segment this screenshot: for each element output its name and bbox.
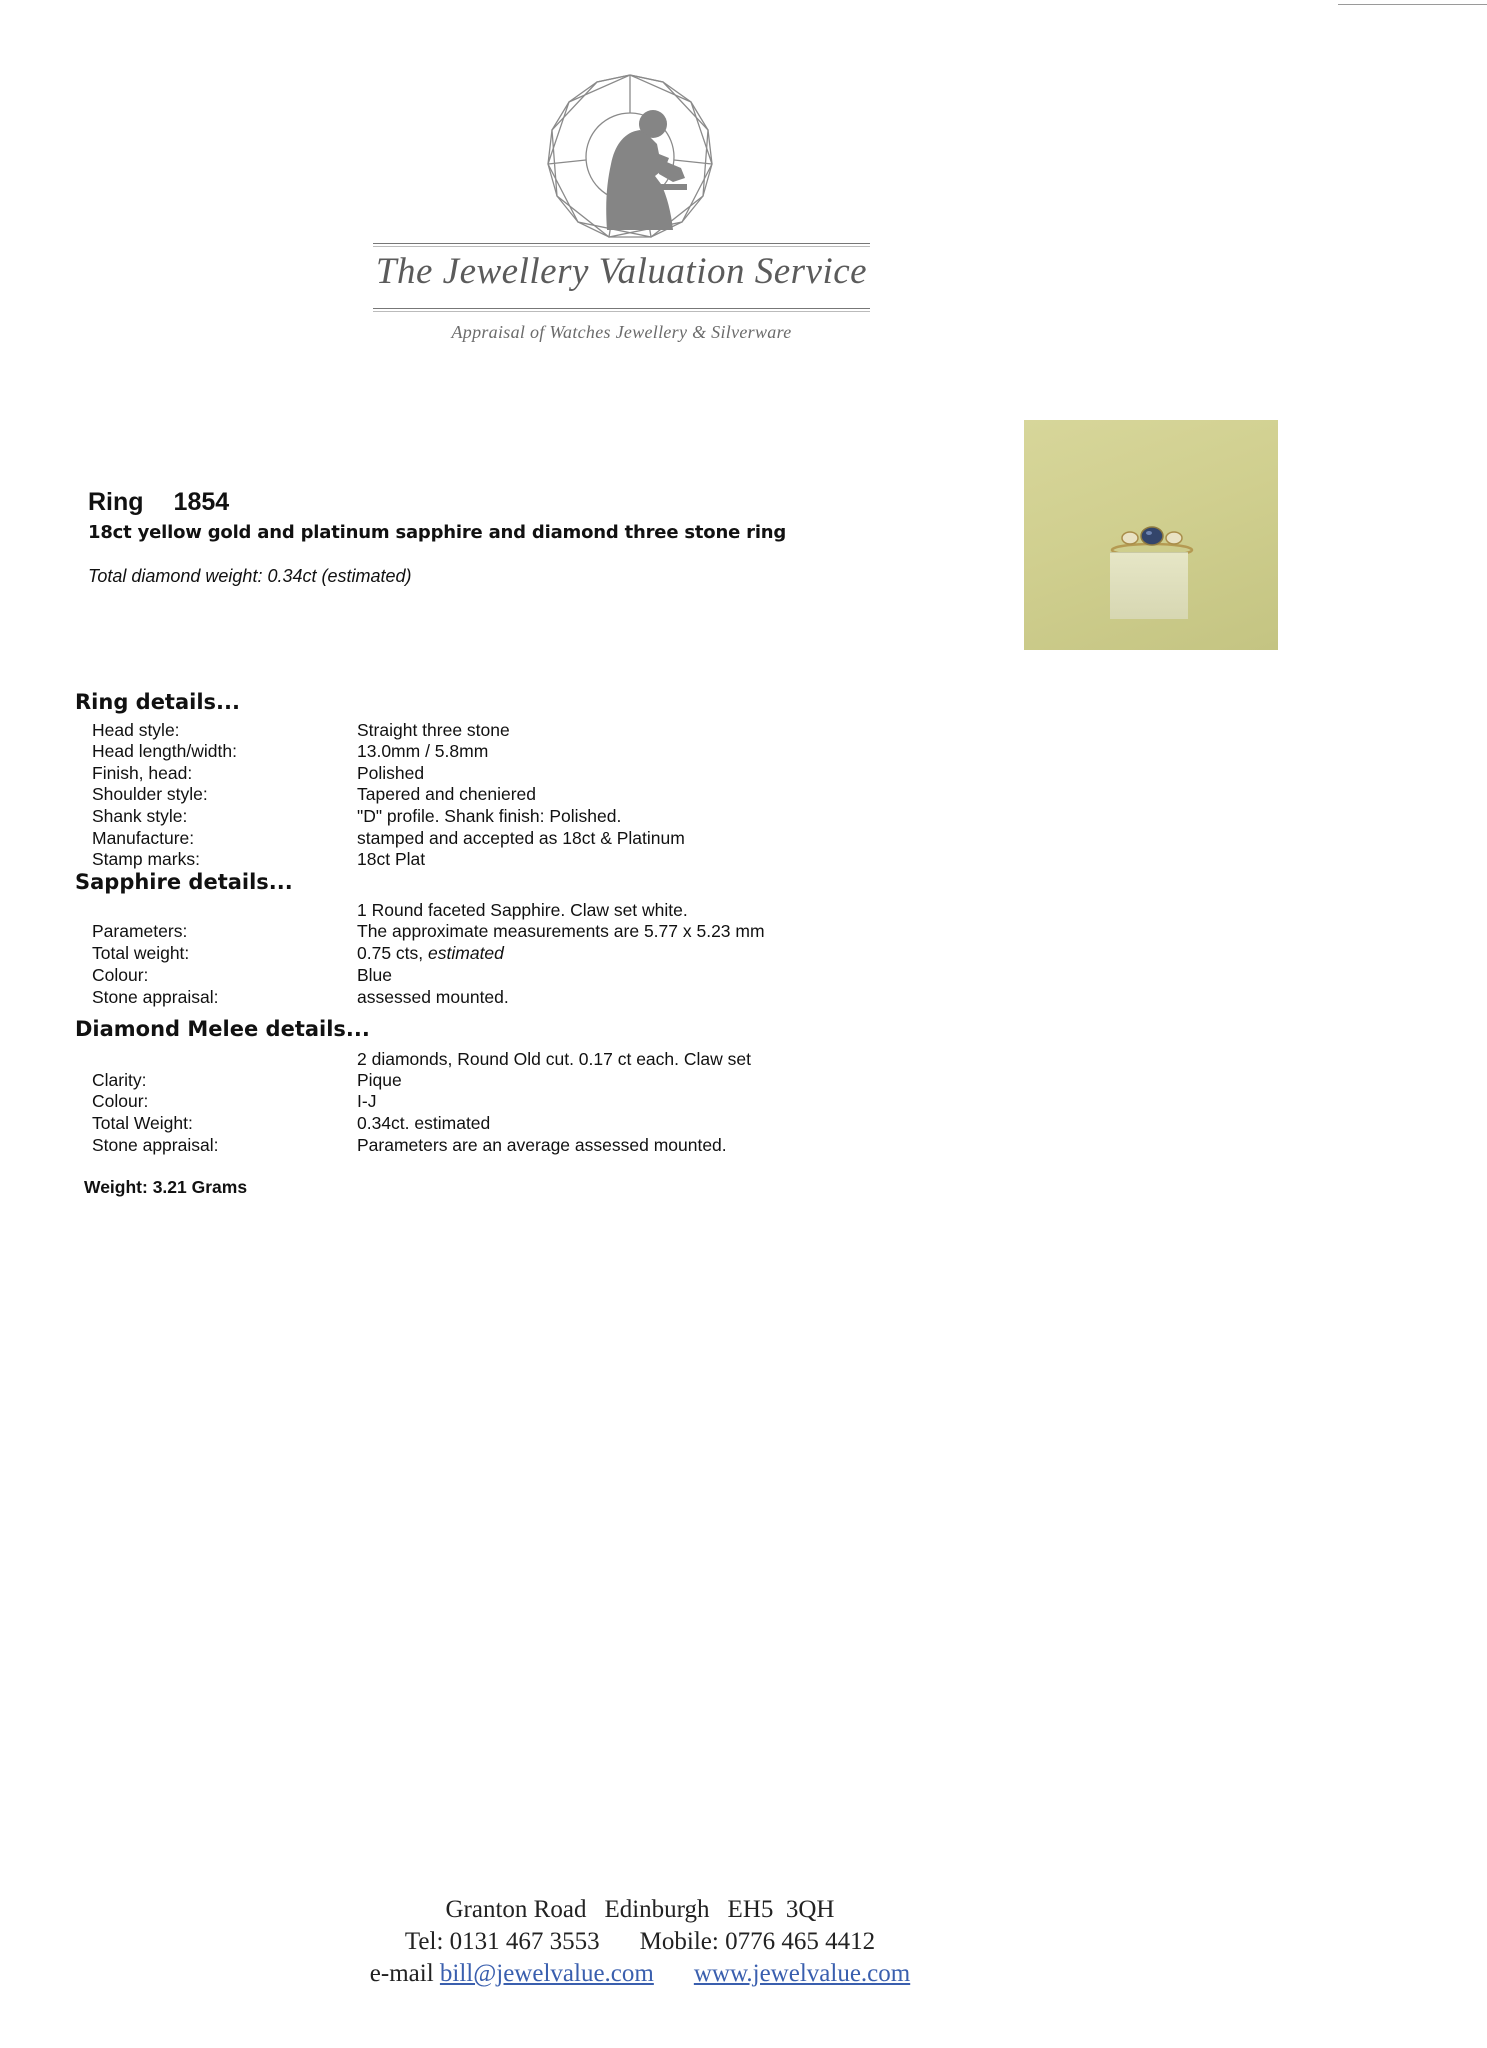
item-type: Ring (88, 488, 144, 516)
row-label: Total weight: (92, 943, 190, 963)
footer-street: Granton Road (445, 1896, 587, 1923)
diamond-detail-row (92, 1091, 376, 1112)
diamond-details-heading: Diamond Melee details... (75, 1017, 370, 1041)
row-label: Stamp marks: (92, 849, 200, 869)
row-value-italic: estimated (428, 943, 504, 963)
sapphire-detail-row (92, 943, 504, 964)
row-value: I-J (357, 1091, 377, 1111)
diamond-detail-row (92, 1113, 490, 1134)
footer-mobile: 0776 465 4412 (725, 1928, 876, 1955)
row-value: Tapered and cheniered (357, 784, 537, 804)
footer-contact (360, 1960, 920, 1988)
top-corner-rule (1338, 4, 1487, 5)
item-number: 1854 (173, 488, 230, 516)
diamond-note: 2 diamonds, Round Old cut. 0.17 ct each. Claw set (357, 1049, 751, 1069)
row-value: Polished (357, 763, 425, 783)
row-value: 13.0mm / 5.8mm (357, 741, 489, 761)
ring-detail-row (92, 828, 685, 849)
row-label: Head length/width: (92, 741, 237, 761)
row-label: Stone appraisal: (92, 1135, 219, 1155)
row-label: Finish, head: (92, 763, 193, 783)
footer-postcode: EH5 3QH (727, 1896, 835, 1923)
row-value: 0.75 cts, (357, 943, 424, 963)
sapphire-detail-row (92, 965, 392, 986)
ring-detail-row (92, 784, 536, 805)
item-weight: Weight: 3.21 Grams (84, 1177, 248, 1197)
footer-tel: 0131 467 3553 (449, 1928, 600, 1955)
row-label: Shank style: (92, 806, 188, 826)
row-label: Clarity: (92, 1070, 147, 1090)
row-value: Straight three stone (357, 720, 510, 740)
row-label: Colour: (92, 1091, 149, 1111)
row-value: Parameters are an average assessed mounted. (357, 1135, 727, 1155)
header-rule-top-thin (373, 246, 870, 247)
ring-details-heading: Ring details... (75, 690, 240, 714)
total-diamond-weight: Total diamond weight: 0.34ct (estimated) (88, 566, 412, 586)
ring-detail-row (92, 741, 488, 762)
sapphire-note: 1 Round faceted Sapphire. Claw set white. (357, 900, 688, 920)
item-title (88, 488, 229, 517)
ring-detail-row (92, 806, 621, 827)
row-value: "D" profile. Shank finish: Polished. (357, 806, 622, 826)
ring-detail-row (92, 763, 424, 784)
footer-tel-label: Tel: (404, 1928, 444, 1955)
row-label: Shoulder style: (92, 784, 208, 804)
diamond-detail-row (92, 1135, 727, 1156)
footer-email-label: e-mail (369, 1960, 434, 1987)
row-label: Colour: (92, 965, 149, 985)
jeweller-loupe-logo-icon (545, 72, 715, 242)
item-description: 18ct yellow gold and platinum sapphire and diamond three stone ring (88, 522, 787, 543)
sapphire-details-heading: Sapphire details... (75, 870, 293, 894)
row-label: Head style: (92, 720, 180, 740)
brand-tagline: Appraisal of Watches Jewellery & Silverware (451, 322, 792, 342)
sapphire-detail-row (92, 921, 765, 942)
ring-detail-row (92, 720, 510, 741)
row-value: The approximate measurements are 5.77 x 5.23 mm (357, 921, 765, 941)
header-rule-top (373, 243, 870, 244)
ring-box (1110, 552, 1188, 619)
row-value: assessed mounted. (357, 987, 509, 1007)
ring-detail-row (92, 849, 425, 870)
brand-name: The Jewellery Valuation Service (375, 251, 868, 292)
row-label: Total Weight: (92, 1113, 193, 1133)
footer-address (360, 1896, 920, 1924)
website-link[interactable]: www.jewelvalue.com (693, 1960, 911, 1987)
email-link[interactable]: bill@jewelvalue.com (439, 1960, 654, 1987)
diamond-detail-row (92, 1070, 402, 1091)
sapphire-detail-row (92, 987, 509, 1008)
footer-city: Edinburgh (604, 1896, 710, 1923)
header-rule-bottom-thin (373, 311, 870, 312)
footer-mobile-label: Mobile: (639, 1928, 719, 1955)
header-rule-bottom (373, 308, 870, 309)
row-value: Pique (357, 1070, 402, 1090)
row-value: 0.34ct. estimated (357, 1113, 491, 1133)
row-value: Blue (357, 965, 393, 985)
row-label: Manufacture: (92, 828, 195, 848)
row-value: stamped and accepted as 18ct & Platinum (357, 828, 685, 848)
row-label: Parameters: (92, 921, 188, 941)
row-value: 18ct Plat (357, 849, 426, 869)
footer-phones (360, 1928, 920, 1956)
row-label: Stone appraisal: (92, 987, 219, 1007)
ring-photo (1024, 420, 1278, 650)
